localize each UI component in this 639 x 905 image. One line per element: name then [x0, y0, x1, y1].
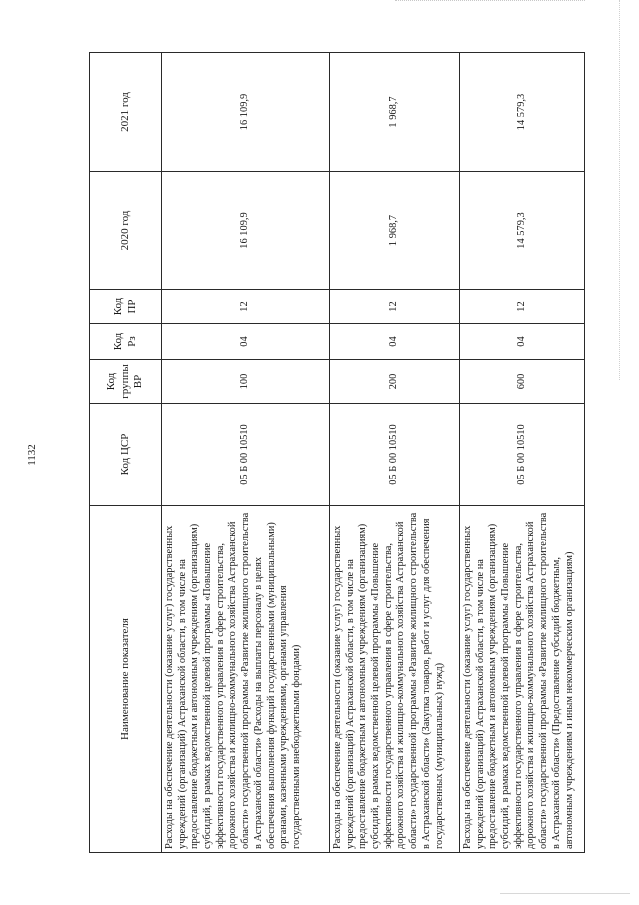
- cell-pr: 12: [162, 290, 330, 324]
- header-pr: Код ПР: [90, 290, 162, 324]
- header-2020: 2020 год: [90, 172, 162, 290]
- cell-csr: 05 Б 00 10510: [162, 404, 330, 506]
- cell-rz: 04: [162, 324, 330, 360]
- cell-2021: 16 109,9: [162, 53, 330, 172]
- cell-rz: 04: [330, 324, 460, 360]
- page-number: 1132: [26, 444, 38, 466]
- cell-2020: 16 109,9: [162, 172, 330, 290]
- header-csr: Код ЦСР: [90, 404, 162, 506]
- cell-name: Расходы на обеспечение деятельности (оказание услуг) государственных учреждений (организаций) Астраханской области, в том числе на предоставление бюджетным и автономным учреждениям (организациям) субсидий, в рамках ведомственной целевой программы «Повышение эффективности государственного управления в сфере строительства, дорожного хозяйства и жилищно-коммунального хозяйства Астраханской области» государственной программы «Развитие жилищного строительства в Астраханской области» (Расходы на выплаты персоналу в целях обеспечения выполнения функций государственными (муниципальными) органами, казенными учреждениями, органами управления государственными внебюджетными фондами): [162, 506, 330, 853]
- header-rz: Код Рз: [90, 324, 162, 360]
- cell-vr: 600: [460, 360, 585, 404]
- cell-2021: 14 579,3: [460, 53, 585, 172]
- table-row: [460, 53, 585, 853]
- header-name: Наименование показателя: [90, 506, 162, 853]
- cell-pr: 12: [330, 290, 460, 324]
- cell-name: Расходы на обеспечение деятельности (оказание услуг) государственных учреждений (организаций) Астраханской области, в том числе на предоставление бюджетным и автономным учреждениям (организациям) субсидий, в рамках ведомственной целевой программы «Повышение эффективности государственного управления в сфере строительства, дорожного хозяйства и жилищно-коммунального хозяйства Астраханской области» государственной программы «Развитие жилищного строительства в Астраханской области» (Закупка товаров, работ и услуг для обеспечения государственных (муниципальных) нужд): [330, 506, 460, 853]
- table-row: [330, 53, 460, 853]
- scan-artifact-bottom: [500, 893, 630, 894]
- cell-name: Расходы на обеспечение деятельности (оказание услуг) государственных учреждений (организаций) Астраханской области, в том числе на предоставление бюджетным и автономным учреждениям (организациям) субсидий, в рамках ведомственной целевой программы «Повышение эффективности государственного управления в сфере строительства, дорожного хозяйства и жилищно-коммунального хозяйства Астраханской области» государственной программы «Развитие жилищного строительства в Астраханской области» (Предоставление субсидий бюджетным, автономным учреждениям и иным некоммерческим организациям): [460, 506, 585, 853]
- cell-vr: 200: [330, 360, 460, 404]
- table-row: [162, 53, 330, 853]
- cell-2020: 14 579,3: [460, 172, 585, 290]
- cell-2020: 1 968,7: [330, 172, 460, 290]
- table-header-row: [90, 53, 162, 853]
- cell-rz: 04: [460, 324, 585, 360]
- scan-artifact-right: [619, 0, 621, 380]
- header-2021: 2021 год: [90, 53, 162, 172]
- budget-table: [89, 52, 585, 853]
- rotated-page-content: [89, 53, 584, 853]
- header-vr: Код группы ВР: [90, 360, 162, 404]
- cell-2021: 1 968,7: [330, 53, 460, 172]
- cell-vr: 100: [162, 360, 330, 404]
- cell-pr: 12: [460, 290, 585, 324]
- cell-csr: 05 Б 00 10510: [330, 404, 460, 506]
- scan-artifact-top: [395, 0, 585, 2]
- cell-csr: 05 Б 00 10510: [460, 404, 585, 506]
